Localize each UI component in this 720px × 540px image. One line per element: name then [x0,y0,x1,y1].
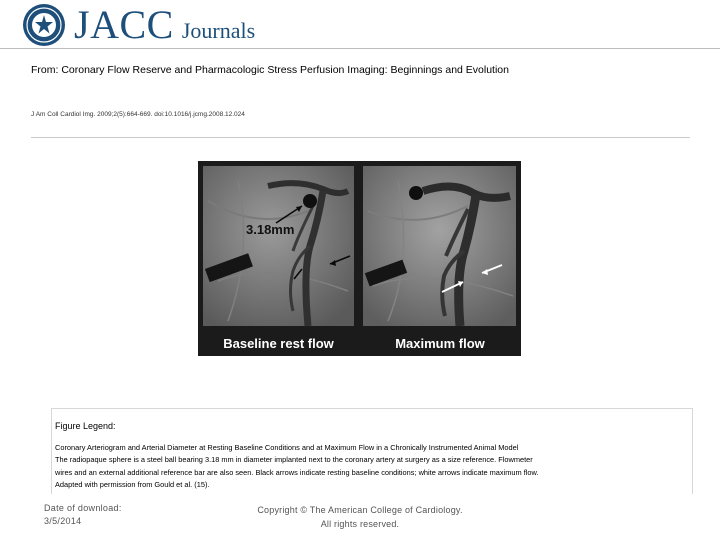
journal-logo[interactable] [22,3,255,47]
header-divider [0,48,720,49]
left-panel-label: Baseline rest flow [223,336,334,351]
copyright-line: Copyright © The American College of Cardiology. [257,505,463,515]
angiogram-figure [198,161,521,356]
legend-line: The radiopaque sphere is a steel ball bearing 3.18 mm in diameter implanted next to the coronary artery at surgery as a size reference. Flowmeter [55,455,533,465]
copyright-notice [220,503,500,531]
measurement-label: 3.18mm [246,222,295,237]
college-seal-icon [22,3,66,47]
article-citation[interactable]: J Am Coll Cardiol Img. 2009;2(5):664-669. doi:10.1016/j.jcmg.2008.12.024 [31,111,245,118]
brand-name: JACC [74,2,174,47]
figure-legend-text [55,442,685,491]
legend-line: Adapted with permission from Gould et al. (15). [55,479,210,489]
content-divider [31,137,690,138]
legend-line: Coronary Arteriogram and Arterial Diameter at Resting Baseline Conditions and at Maximum Flow in a Chronically Instrumented Animal Model [55,443,519,452]
download-date-value: 3/5/2014 [44,516,82,526]
download-date-label: Date of download: [44,503,122,513]
right-panel-label: Maximum flow [395,336,485,351]
figure-legend-title: Figure Legend: [55,421,116,431]
copyright-line: All rights reserved. [320,519,400,529]
article-source-title: From: Coronary Flow Reserve and Pharmacologic Stress Perfusion Imaging: Beginnings and Evolution [31,64,509,76]
brand-subtitle: Journals [181,18,256,43]
angiogram-figure-graphic [198,161,521,356]
legend-line: wires and an external additional reference bar are also seen. Black arrows indicate resting baseline conditions; white arrows indicate maximum flow. [55,467,539,477]
